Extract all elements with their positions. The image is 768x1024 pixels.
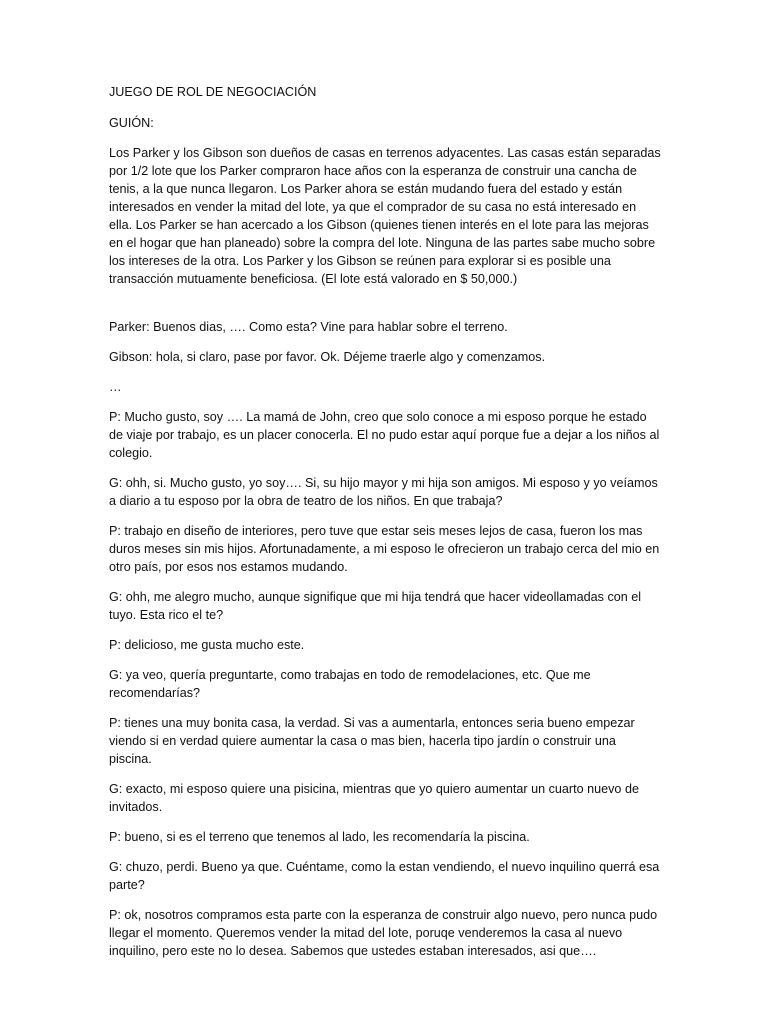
dialogue-line: Gibson: hola, si claro, pase por favor. Ok. Déjeme traerle algo y comenzamos. <box>109 350 546 364</box>
dialogue-line: G: ohh, me alegro mucho, aunque signifique que mi hija tendrá que hacer videollamadas con el tuyo. Esta rico el te? <box>109 590 642 622</box>
dialogue-line: G: ohh, si. Mucho gusto, yo soy…. Si, su hijo mayor y mi hija son amigos. Mi esposo y yo veíamos a diario a tu esposo por la obra de teatro de los niños. En que trabaja? <box>109 476 658 508</box>
dialogue-line: P: trabajo en diseño de interiores, pero tuve que estar seis meses lejos de casa, fueron los mas duros meses sin mis hijos. Afortunadamente, a mi esposo le ofrecieron un trabajo cerca del mio en otro país, por esos nos estamos mudando. <box>109 524 660 574</box>
dialogue-line: G: chuzo, perdi. Bueno ya que. Cuéntame, como la estan vendiendo, el nuevo inquilino querrá esa parte? <box>109 860 660 892</box>
dialogue-line: Parker: Buenos dias, …. Como esta? Vine para hablar sobre el terreno. <box>109 320 508 334</box>
section-label: GUIÓN: <box>109 116 154 130</box>
dialogue-line: G: ya veo, quería preguntarte, como trabajas en todo de remodelaciones, etc. Que me recomendarías? <box>109 668 591 700</box>
intro-paragraph: Los Parker y los Gibson son dueños de casas en terrenos adyacentes. Las casas están separadas por 1/2 lote que los Parker compraron hace años con la esperanza de construir una cancha de tenis, a la que nunca llegaron. Los Parker ahora se están mudando fuera del estado y están interesados en vender la mitad del lote, ya que el comprador de su casa no está interesado en ella. Los Parker se han acercado a los Gibson (quienes tienen interés en el lote para las mejoras en el hogar que han planeado) sobre la compra del lote. Ninguna de las partes sabe mucho sobre los intereses de la otra. Los Parker y los Gibson se reúnen para explorar si es posible una transacción mutuamente beneficiosa. (El lote está valorado en $ 50,000.) <box>109 146 661 286</box>
dialogue-line: P: delicioso, me gusta mucho este. <box>109 638 305 652</box>
dialogue-line: P: bueno, si es el terreno que tenemos al lado, les recomendaría la piscina. <box>109 830 530 844</box>
dialogue-line: P: Mucho gusto, soy …. La mamá de John, creo que solo conoce a mi esposo porque he estado de viaje por trabajo, es un placer conocerla. El no pudo estar aquí porque fue a dejar a los niños al colegio. <box>109 410 660 460</box>
document-body <box>109 83 662 972</box>
dialogue-line: … <box>109 380 122 394</box>
document-title: JUEGO DE ROL DE NEGOCIACIÓN <box>109 85 317 99</box>
dialogue-line: P: ok, nosotros compramos esta parte con la esperanza de construir algo nuevo, pero nunca pudo llegar el momento. Queremos vender la mitad del lote, poruqe venderemos la casa al nuevo inquilino, pero este no lo desea. Sabemos que ustedes estaban interesados, asi que…. <box>109 908 658 958</box>
dialogue-line: P: tienes una muy bonita casa, la verdad. Si vas a aumentarla, entonces seria bueno empezar viendo si en verdad quiere aumentar la casa o mas bien, hacerla tipo jardín o construir una piscina. <box>109 716 635 766</box>
dialogue-line: G: exacto, mi esposo quiere una pisicina, mientras que yo quiero aumentar un cuarto nuevo de invitados. <box>109 782 639 814</box>
